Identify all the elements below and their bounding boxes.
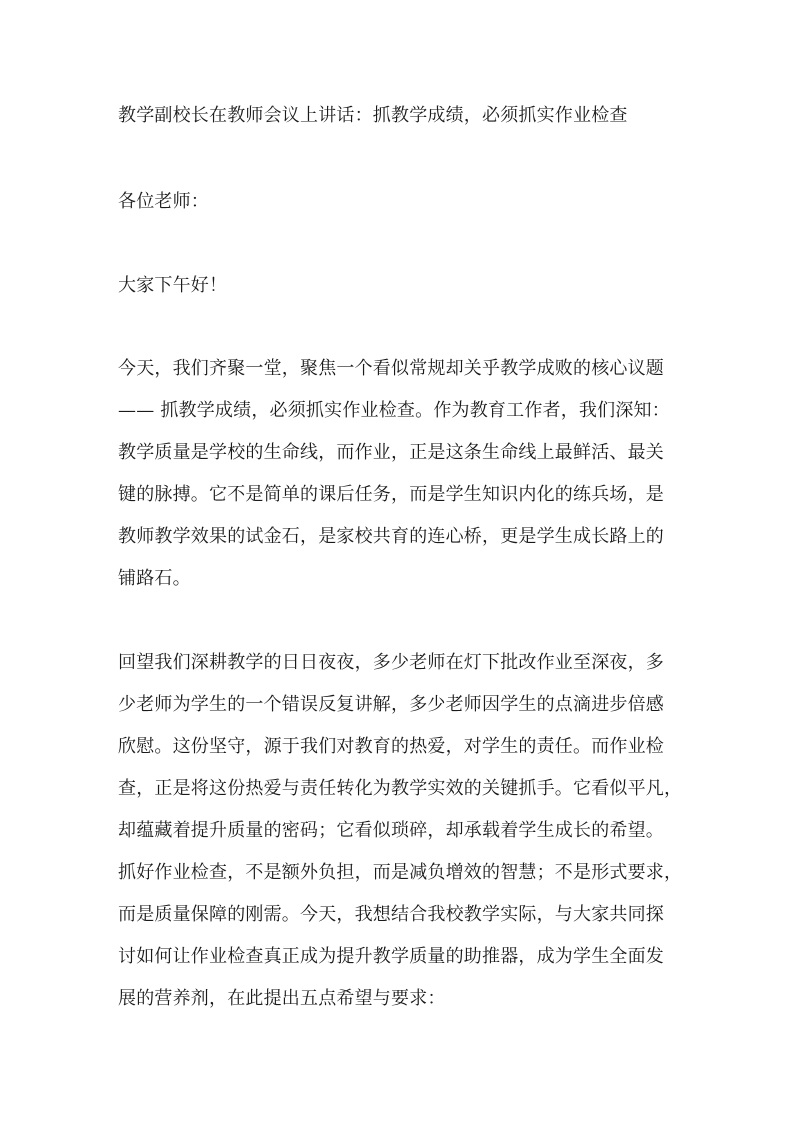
greeting: 大家下午好！ — [118, 275, 228, 296]
paragraph-line: —— 抓教学成绩，必须抓实作业检查。作为教育工作者，我们深知： — [118, 400, 670, 421]
paragraph-line: 教师教学效果的试金石，是家校共育的连心桥，更是学生成长路上的 — [118, 526, 664, 547]
paragraph-line: 回望我们深耕教学的日日夜夜，多少老师在灯下批改作业至深夜，多 — [118, 652, 664, 673]
document-title: 教学副校长在教师会议上讲话：抓教学成绩，必须抓实作业检查 — [118, 105, 628, 126]
paragraph-line: 少老师为学生的一个错误反复讲解，多少老师因学生的点滴进步倍感 — [118, 694, 664, 715]
paragraph-line: 铺路石。 — [118, 568, 191, 589]
paragraph-line: 欣慰。这份坚守，源于我们对教育的热爱，对学生的责任。而作业检 — [118, 736, 664, 757]
paragraph-line: 今天，我们齐聚一堂，聚焦一个看似常规却关乎教学成败的核心议题 — [118, 358, 664, 379]
paragraph-line: 而是质量保障的刚需。今天，我想结合我校教学实际，与大家共同探 — [118, 904, 664, 925]
paragraph-line: 抓好作业检查，不是额外负担，而是减负增效的智慧；不是形式要求， — [118, 862, 683, 883]
paragraph-line: 讨如何让作业检查真正成为提升教学质量的助推器，成为学生全面发 — [118, 946, 664, 967]
paragraph-line: 键的脉搏。它不是简单的课后任务，而是学生知识内化的练兵场，是 — [118, 484, 664, 505]
salutation: 各位老师： — [118, 191, 209, 212]
paragraph-line: 教学质量是学校的生命线，而作业，正是这条生命线上最鲜活、最关 — [118, 442, 664, 463]
paragraph-line: 展的营养剂，在此提出五点希望与要求： — [118, 988, 446, 1009]
paragraph-line: 却蕴藏着提升质量的密码；它看似琐碎，却承载着学生成长的希望。 — [118, 820, 664, 841]
paragraph-line: 查，正是将这份热爱与责任转化为教学实效的关键抓手。它看似平凡， — [118, 778, 683, 799]
